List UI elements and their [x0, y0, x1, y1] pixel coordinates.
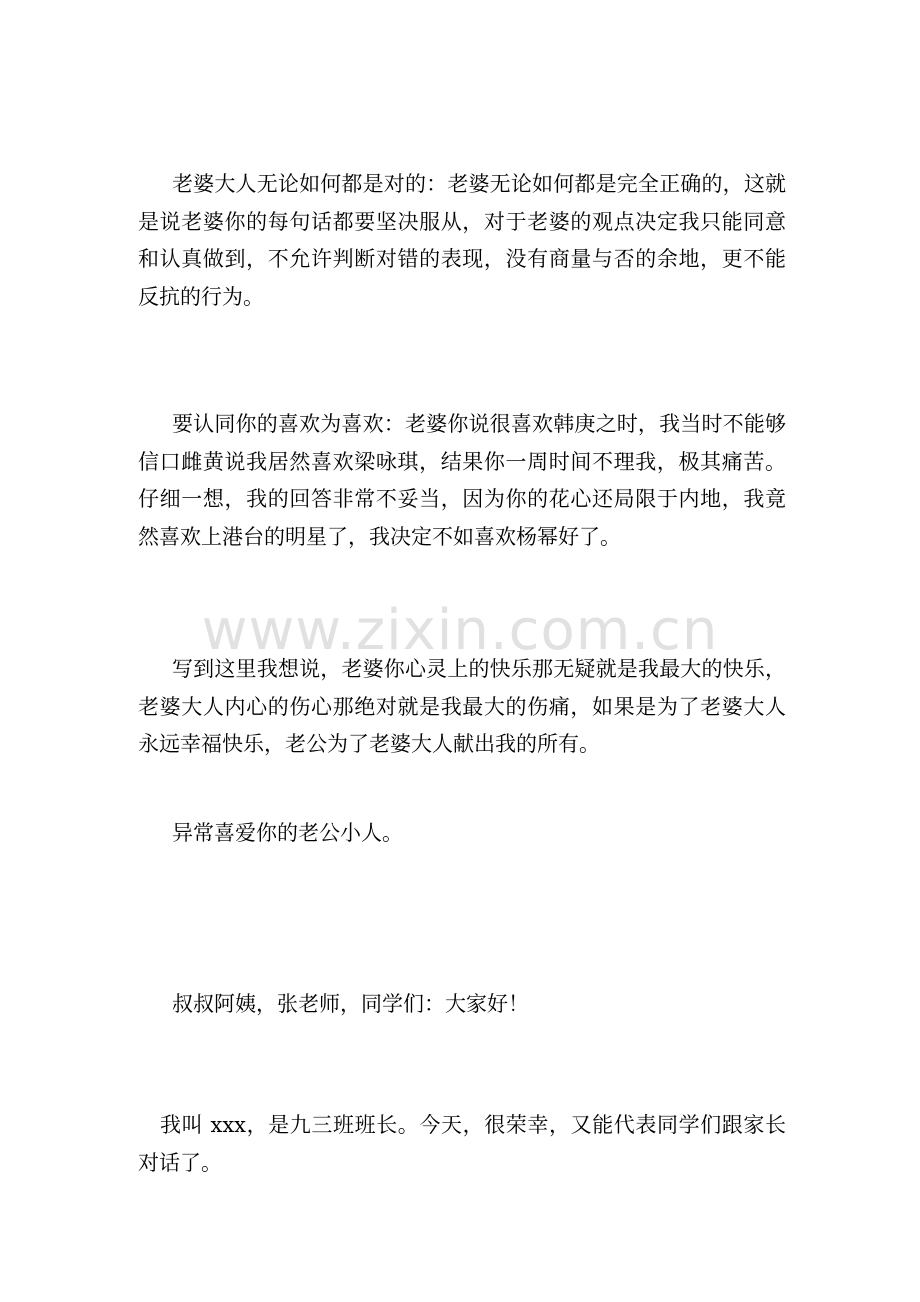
- paragraph-6-introduction: 我叫 xxx，是九三班班长。今天，很荣幸，又能代表同学们跟家长对话了。: [138, 1113, 786, 1175]
- paragraph-2: 要认同你的喜欢为喜欢：老婆你说很喜欢韩庚之时，我当时不能够信口雌黄说我居然喜欢梁咏琪，结果你一周时间不理我，极其痛苦。仔细一想，我的回答非常不妥当，因为你的花心还局限于内地，我竟然喜欢上港台的明星了，我决定不如喜欢杨幂好了。: [138, 412, 786, 549]
- paragraph-1: 老婆大人无论如何都是对的：老婆无论如何都是完全正确的，这就是说老婆你的每句话都要坚决服从，对于老婆的观点决定我只能同意和认真做到，不允许判断对错的表现，没有商量与否的余地，更不能反抗的行为。: [138, 172, 786, 309]
- paragraph-3: 写到这里我想说，老婆你心灵上的快乐那无疑就是我最大的快乐，老婆大人内心的伤心那绝对就是我最大的伤痛，如果是为了老婆大人永远幸福快乐，老公为了老婆大人献出我的所有。: [138, 657, 786, 756]
- watermark-text: www.zixin.com.cn: [201, 598, 719, 663]
- paragraph-5-greeting: 叔叔阿姨，张老师，同学们：大家好！: [172, 992, 529, 1016]
- paragraph-4-signature: 异常喜爱你的老公小人。: [172, 821, 403, 845]
